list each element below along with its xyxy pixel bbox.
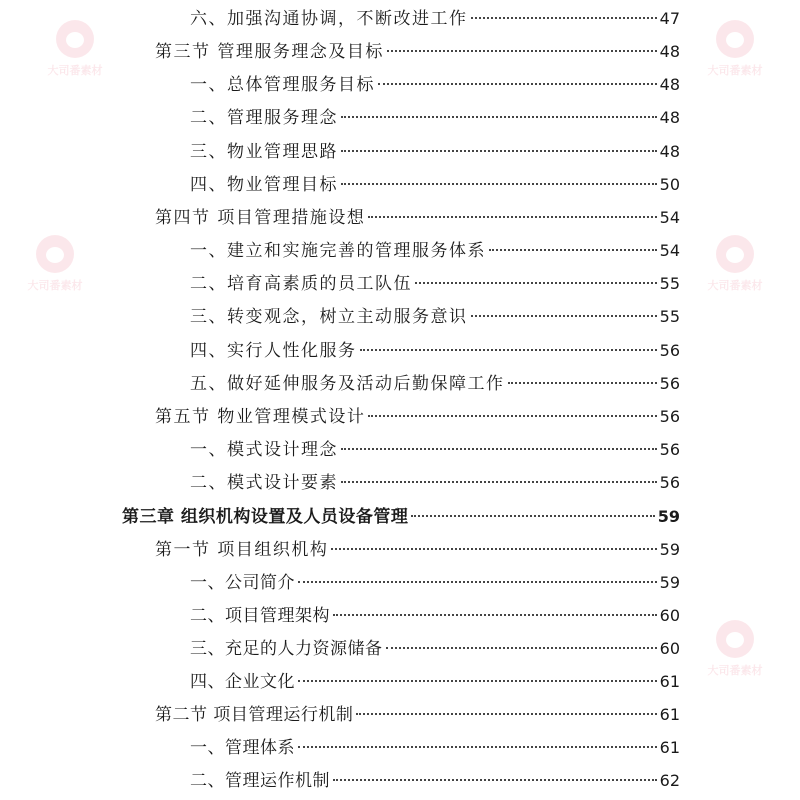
toc-entry-page: 59 bbox=[659, 540, 680, 559]
toc-entry-page: 48 bbox=[659, 75, 680, 94]
dot-leader bbox=[386, 647, 657, 649]
toc-entry-title: 六、加强沟通协调，不断改进工作 bbox=[190, 9, 468, 29]
toc-entry-page: 61 bbox=[659, 705, 680, 724]
toc-entry-page: 56 bbox=[659, 341, 680, 360]
toc-entry[interactable] bbox=[190, 236, 680, 262]
toc-entry[interactable] bbox=[190, 103, 680, 129]
toc-entry-title: 一、建立和实施完善的管理服务体系 bbox=[190, 241, 486, 261]
toc-entry[interactable] bbox=[155, 203, 680, 229]
dot-leader bbox=[298, 680, 657, 682]
dot-leader bbox=[341, 183, 657, 185]
toc-entry-title: 第三章 组织机构设置及人员设备管理 bbox=[122, 507, 409, 527]
toc-entry-title: 二、项目管理架构 bbox=[190, 606, 330, 626]
toc-entry[interactable] bbox=[190, 766, 680, 792]
toc-entry[interactable] bbox=[155, 535, 680, 561]
dot-leader bbox=[333, 779, 657, 781]
toc-entry-page: 54 bbox=[659, 241, 680, 260]
dot-leader bbox=[378, 83, 657, 85]
toc-entry-title: 四、实行人性化服务 bbox=[190, 341, 357, 361]
toc-entry[interactable] bbox=[190, 733, 680, 759]
watermark-icon bbox=[716, 20, 754, 58]
toc-entry-page: 59 bbox=[659, 573, 680, 592]
toc-entry[interactable] bbox=[190, 302, 680, 328]
toc-entry[interactable] bbox=[190, 336, 680, 362]
toc-entry-page: 60 bbox=[659, 639, 680, 658]
toc-entry[interactable] bbox=[190, 601, 680, 627]
toc-entry-title: 第二节 项目管理运行机制 bbox=[155, 705, 354, 725]
toc-entry-title: 一、公司简介 bbox=[190, 573, 295, 593]
watermark-logo bbox=[690, 620, 780, 690]
toc-entry-title: 一、模式设计理念 bbox=[190, 440, 338, 460]
toc-entry-title: 第四节 项目管理措施设想 bbox=[155, 208, 366, 228]
dot-leader bbox=[508, 382, 657, 384]
toc-entry[interactable] bbox=[190, 70, 680, 96]
toc-entry[interactable] bbox=[155, 402, 680, 428]
watermark-logo bbox=[690, 20, 780, 90]
toc-entry-page: 61 bbox=[659, 672, 680, 691]
dot-leader bbox=[298, 581, 657, 583]
dot-leader bbox=[341, 481, 657, 483]
watermark-text: 大司番素材 bbox=[27, 279, 83, 292]
watermark-logo bbox=[10, 235, 100, 305]
toc-entry-page: 56 bbox=[659, 374, 680, 393]
watermark-icon bbox=[716, 620, 754, 658]
toc-entry-title: 一、管理体系 bbox=[190, 738, 295, 758]
toc-entry-title: 五、做好延伸服务及活动后勤保障工作 bbox=[190, 374, 505, 394]
toc-entry[interactable] bbox=[190, 667, 680, 693]
toc-entry[interactable] bbox=[190, 137, 680, 163]
toc-entry-title: 四、物业管理目标 bbox=[190, 175, 338, 195]
dot-leader bbox=[360, 349, 657, 351]
toc-entry[interactable] bbox=[190, 435, 680, 461]
toc-entry-title: 四、企业文化 bbox=[190, 672, 295, 692]
watermark-text: 大司番素材 bbox=[707, 279, 763, 292]
toc-entry-page: 61 bbox=[659, 738, 680, 757]
toc-entry[interactable] bbox=[190, 634, 680, 660]
toc-entry[interactable] bbox=[190, 269, 680, 295]
dot-leader bbox=[341, 116, 657, 118]
dot-leader bbox=[489, 249, 657, 251]
dot-leader bbox=[331, 548, 656, 550]
toc-entry-page: 56 bbox=[659, 407, 680, 426]
toc-entry-page: 62 bbox=[659, 771, 680, 790]
toc-entry-title: 三、转变观念，树立主动服务意识 bbox=[190, 307, 468, 327]
toc-entry-page: 54 bbox=[659, 208, 680, 227]
toc-entry[interactable] bbox=[155, 700, 680, 726]
toc-entry-title: 第三节 管理服务理念及目标 bbox=[155, 42, 384, 62]
dot-leader bbox=[341, 448, 657, 450]
dot-leader bbox=[368, 415, 656, 417]
toc-entry-title: 三、物业管理思路 bbox=[190, 142, 338, 162]
dot-leader bbox=[387, 50, 657, 52]
dot-leader bbox=[368, 216, 656, 218]
toc-entry-page: 48 bbox=[659, 142, 680, 161]
watermark-text: 大司番素材 bbox=[707, 64, 763, 77]
toc-entry-title: 二、管理服务理念 bbox=[190, 108, 338, 128]
watermark-icon bbox=[56, 20, 94, 58]
toc-entry-page: 50 bbox=[659, 175, 680, 194]
dot-leader bbox=[471, 17, 657, 19]
toc-entry-title: 一、总体管理服务目标 bbox=[190, 75, 375, 95]
toc-entry-title: 二、管理运作机制 bbox=[190, 771, 330, 791]
toc-entry[interactable] bbox=[155, 37, 680, 63]
toc-entry[interactable] bbox=[190, 369, 680, 395]
toc-entry[interactable] bbox=[190, 4, 680, 30]
toc-entry-page: 47 bbox=[659, 9, 680, 28]
dot-leader bbox=[415, 282, 657, 284]
toc-entry-page: 60 bbox=[659, 606, 680, 625]
dot-leader bbox=[333, 614, 657, 616]
dot-leader bbox=[411, 515, 654, 517]
watermark-text: 大司番素材 bbox=[47, 64, 103, 77]
toc-entry[interactable] bbox=[190, 170, 680, 196]
toc-entry-title: 三、充足的人力资源储备 bbox=[190, 639, 383, 659]
toc-entry-title: 二、培育高素质的员工队伍 bbox=[190, 274, 412, 294]
watermark-logo bbox=[690, 235, 780, 305]
watermark-text: 大司番素材 bbox=[707, 664, 763, 677]
toc-entry-page: 55 bbox=[659, 274, 680, 293]
toc-entry-title: 第五节 物业管理模式设计 bbox=[155, 407, 366, 427]
dot-leader bbox=[356, 713, 656, 715]
toc-entry-page: 48 bbox=[659, 108, 680, 127]
toc-chapter-entry[interactable] bbox=[122, 502, 680, 528]
toc-entry-page: 56 bbox=[659, 473, 680, 492]
watermark-icon bbox=[36, 235, 74, 273]
toc-entry[interactable] bbox=[190, 568, 680, 594]
dot-leader bbox=[298, 746, 657, 748]
dot-leader bbox=[341, 150, 657, 152]
toc-entry[interactable] bbox=[190, 468, 680, 494]
toc-entry-page: 59 bbox=[657, 507, 680, 526]
dot-leader bbox=[471, 315, 657, 317]
watermark-logo bbox=[30, 20, 120, 90]
toc-entry-page: 55 bbox=[659, 307, 680, 326]
toc-entry-page: 48 bbox=[659, 42, 680, 61]
watermark-icon bbox=[716, 235, 754, 273]
toc-entry-title: 二、模式设计要素 bbox=[190, 473, 338, 493]
toc-entry-page: 56 bbox=[659, 440, 680, 459]
toc-entry-title: 第一节 项目组织机构 bbox=[155, 540, 329, 560]
